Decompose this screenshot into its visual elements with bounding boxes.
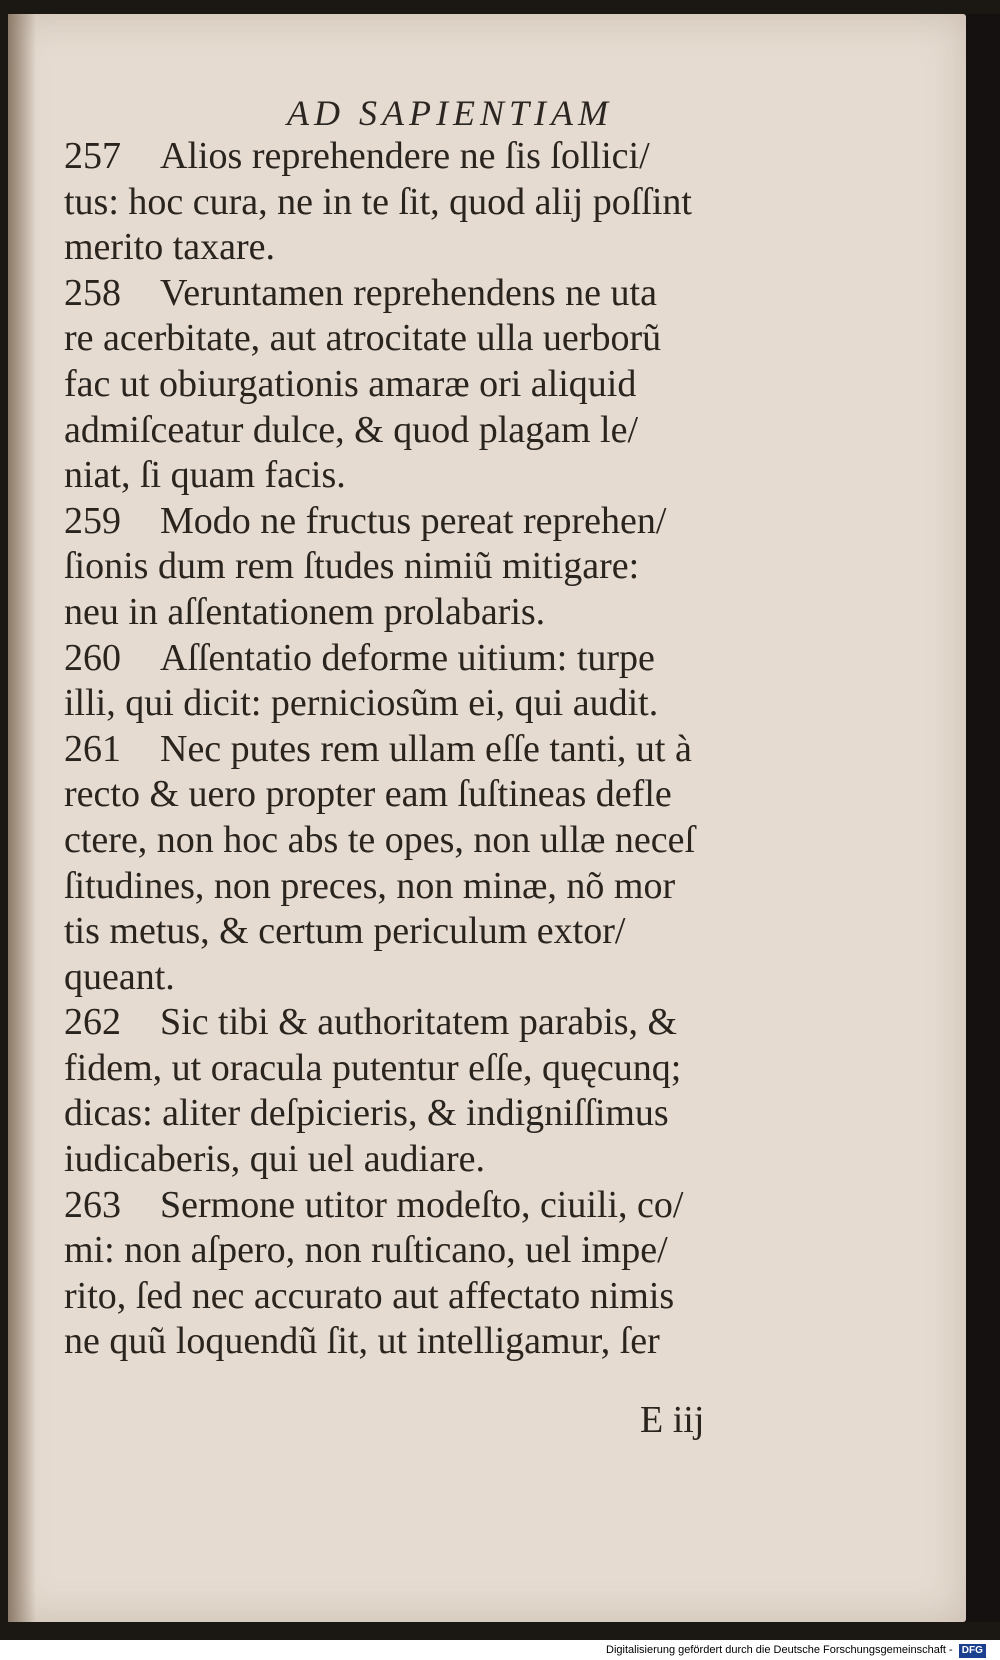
line-text: ne quũ loquendũ ſit, ut intelligamur, ſer [64, 1320, 660, 1363]
sentence-number: 262 [64, 1001, 121, 1044]
line-text: tus: hoc cura, ne in te ſit, quod alij poſſint [64, 180, 692, 223]
text-line [64, 1319, 804, 1365]
line-text: Sermone utitor modeſto, ciuili, co/ [160, 1183, 684, 1226]
line-text: Veruntamen reprehendens ne uta [160, 271, 657, 314]
sentence-number: 260 [64, 636, 121, 679]
line-text: fidem, ut oracula putentur eſſe, quęcunq; [64, 1046, 682, 1089]
line-text: niat, ſi quam facis. [64, 454, 346, 497]
line-text: recto & uero propter eam ſuſtineas defle [64, 773, 672, 816]
text-line [64, 1046, 804, 1092]
text-line [64, 772, 804, 818]
line-text: merito taxare. [64, 226, 276, 269]
sentence-number: 261 [64, 727, 121, 770]
footer-blank [0, 1640, 600, 1660]
line-text: Alios reprehendere ne ſis ſollici/ [160, 135, 650, 177]
line-text: ſionis dum rem ſtudes nimiũ mitigare: [64, 545, 640, 588]
line-text: ctere, non hoc abs te opes, non ullæ neceſ [64, 818, 696, 861]
scan-background [966, 14, 1000, 1622]
text-line [64, 180, 804, 226]
line-text: ſitudines, non preces, non minæ, nõ mor [64, 864, 676, 907]
text-line [64, 1228, 804, 1274]
line-text: mi: non aſpero, non ruſticano, uel impe/ [64, 1229, 668, 1272]
sentence-number: 259 [64, 499, 121, 542]
line-text: Aſſentatio deforme uitium: turpe [160, 636, 655, 679]
numbered-line [64, 499, 804, 545]
numbered-line [64, 1000, 804, 1046]
line-text: dicas: aliter deſpicieris, & indigniſſimus [64, 1092, 669, 1135]
numbered-line [64, 636, 804, 682]
line-text: neu in aſſentationem prolabaris. [64, 590, 546, 633]
digitization-credit [600, 1640, 1000, 1660]
line-text: queant. [64, 955, 175, 998]
line-text: iudicaberis, qui uel audiare. [64, 1138, 486, 1181]
text-line [64, 864, 804, 910]
running-head: AD SAPIENTIAM [287, 93, 613, 133]
line-text: admiſceatur dulce, & quod plagam le/ [64, 408, 639, 451]
text-line [64, 818, 804, 864]
sentence-number: 263 [64, 1183, 121, 1226]
sentence-number: 258 [64, 271, 121, 314]
credit-text: Digitalisierung gefördert durch die Deutsche Forschungsgemeinschaft - [606, 1644, 953, 1656]
text-line [64, 225, 804, 271]
text-line [64, 1091, 804, 1137]
line-text: fac ut obiurgationis amaræ ori aliquid [64, 362, 637, 405]
text-line [64, 909, 804, 955]
text-line [64, 544, 804, 590]
sentence-number: 257 [64, 135, 121, 177]
numbered-line [64, 727, 804, 773]
text-line [64, 408, 804, 454]
numbered-line [64, 1183, 804, 1229]
scan-bottom-edge [0, 1622, 1000, 1640]
text-line [64, 316, 804, 362]
dfg-logo: DFG [959, 1644, 986, 1658]
line-text: rito, ſed nec accurato aut affectato nimis [64, 1274, 675, 1317]
text-line [64, 362, 804, 408]
text-line [64, 590, 804, 636]
numbered-line [64, 271, 804, 317]
text-line [64, 681, 804, 727]
line-text: re acerbitate, aut atrocitate ulla uerborũ [64, 317, 662, 360]
line-text: Nec putes rem ullam eſſe tanti, ut à [160, 727, 692, 770]
line-text: Modo ne fructus pereat reprehen/ [160, 499, 667, 542]
signature-mark: E iij [640, 1399, 705, 1441]
text-line [64, 1274, 804, 1320]
page-gutter-shadow [8, 14, 36, 1622]
text-line [64, 955, 804, 1001]
line-text: tis metus, & certum periculum extor/ [64, 910, 626, 953]
numbered-line [64, 134, 804, 180]
text-line [64, 453, 804, 499]
body-text [64, 134, 804, 1365]
line-text: Sic tibi & authoritatem parabis, & [160, 1001, 678, 1044]
line-text: illi, qui dicit: perniciosũm ei, qui audit. [64, 682, 659, 725]
text-line [64, 1137, 804, 1183]
